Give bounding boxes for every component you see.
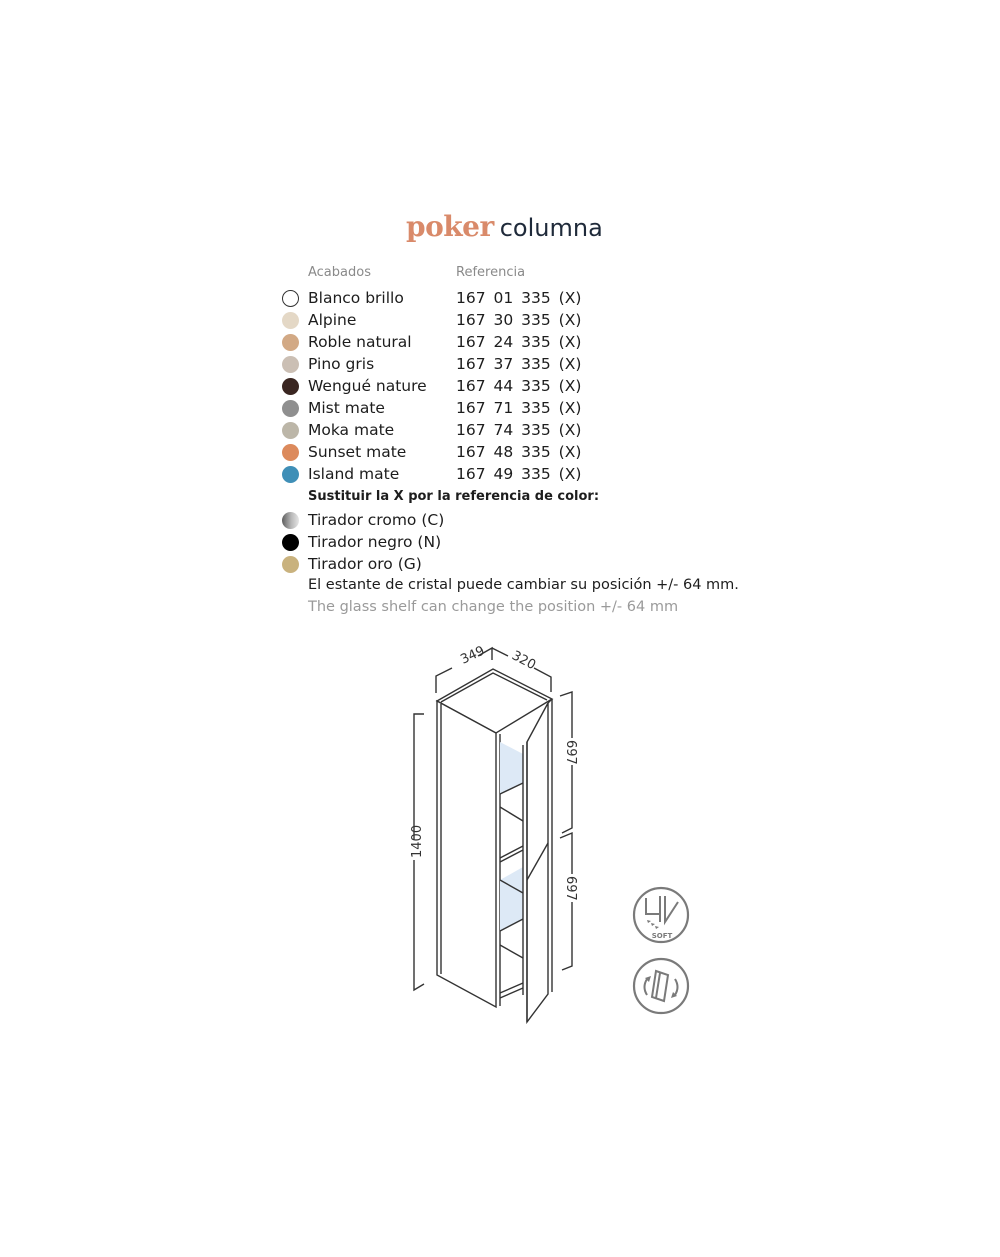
color-swatch-icon: [282, 312, 299, 329]
finish-name: Roble natural: [308, 333, 412, 351]
handle-name: Tirador cromo (C): [308, 511, 445, 529]
finish-name: Wengué nature: [308, 377, 427, 395]
finish-row: [282, 287, 582, 309]
handle-swatch-icon: [282, 556, 299, 573]
finish-reference: 167 30 335 (X): [456, 311, 582, 329]
finish-row: [282, 419, 582, 441]
color-swatch-icon: [282, 290, 299, 307]
shelf-note-es: El estante de cristal puede cambiar su posición +/- 64 mm.: [308, 577, 739, 593]
depth-dimension: 320: [509, 648, 539, 674]
finish-reference: 167 44 335 (X): [456, 377, 582, 395]
color-swatch-icon: [282, 378, 299, 395]
finish-name: Blanco brillo: [308, 289, 404, 307]
finish-reference: 167 24 335 (X): [456, 333, 582, 351]
finish-name: Mist mate: [308, 399, 385, 417]
handle-name: Tirador negro (N): [308, 533, 442, 551]
color-swatch-icon: [282, 400, 299, 417]
finish-row: [282, 375, 582, 397]
finish-name: Moka mate: [308, 421, 395, 439]
height-dimension: 1400: [410, 824, 425, 858]
handle-swatch-icon: [282, 512, 299, 529]
width-dimension: 349: [458, 643, 488, 668]
handle-row: [282, 553, 422, 575]
finish-reference: 167 71 335 (X): [456, 399, 582, 417]
finish-reference: 167 74 335 (X): [456, 421, 582, 439]
upper-door-dimension: 697: [563, 740, 578, 765]
product-title: [406, 210, 603, 243]
handle-row: [282, 509, 445, 531]
soft-close-icon: [632, 886, 690, 944]
lower-door-dimension: 697: [563, 876, 578, 901]
finish-row: [282, 441, 582, 463]
finish-row: [282, 397, 582, 419]
shelf-note-en: The glass shelf can change the position +/- 64 mm: [308, 599, 679, 615]
color-swatch-icon: [282, 466, 299, 483]
finish-name: Alpine: [308, 311, 357, 329]
finish-name: Island mate: [308, 465, 400, 483]
finish-name: Pino gris: [308, 355, 375, 373]
color-swatch-icon: [282, 356, 299, 373]
cabinet-drawing: [400, 636, 600, 1031]
handle-row: [282, 531, 442, 553]
finish-row: [282, 463, 582, 485]
reference-header: Referencia: [456, 265, 526, 280]
color-swatch-icon: [282, 444, 299, 461]
finish-row: [282, 353, 582, 375]
finish-row: [282, 331, 582, 353]
finishes-header: Acabados: [308, 265, 371, 280]
handle-swatch-icon: [282, 534, 299, 551]
reversible-door-icon: [632, 957, 690, 1015]
finish-reference: 167 37 335 (X): [456, 355, 582, 373]
finish-reference: 167 01 335 (X): [456, 289, 582, 307]
finish-reference: 167 49 335 (X): [456, 465, 582, 483]
finish-name: Sunset mate: [308, 443, 407, 461]
substitute-note: Sustituir la X por la referencia de color:: [308, 489, 600, 504]
brand-name: poker: [406, 210, 494, 243]
product-name: columna: [499, 214, 603, 242]
color-swatch-icon: [282, 334, 299, 351]
svg-text:SOFT: SOFT: [651, 932, 673, 940]
finish-row: [282, 309, 582, 331]
color-swatch-icon: [282, 422, 299, 439]
finish-reference: 167 48 335 (X): [456, 443, 582, 461]
handle-name: Tirador oro (G): [308, 555, 422, 573]
